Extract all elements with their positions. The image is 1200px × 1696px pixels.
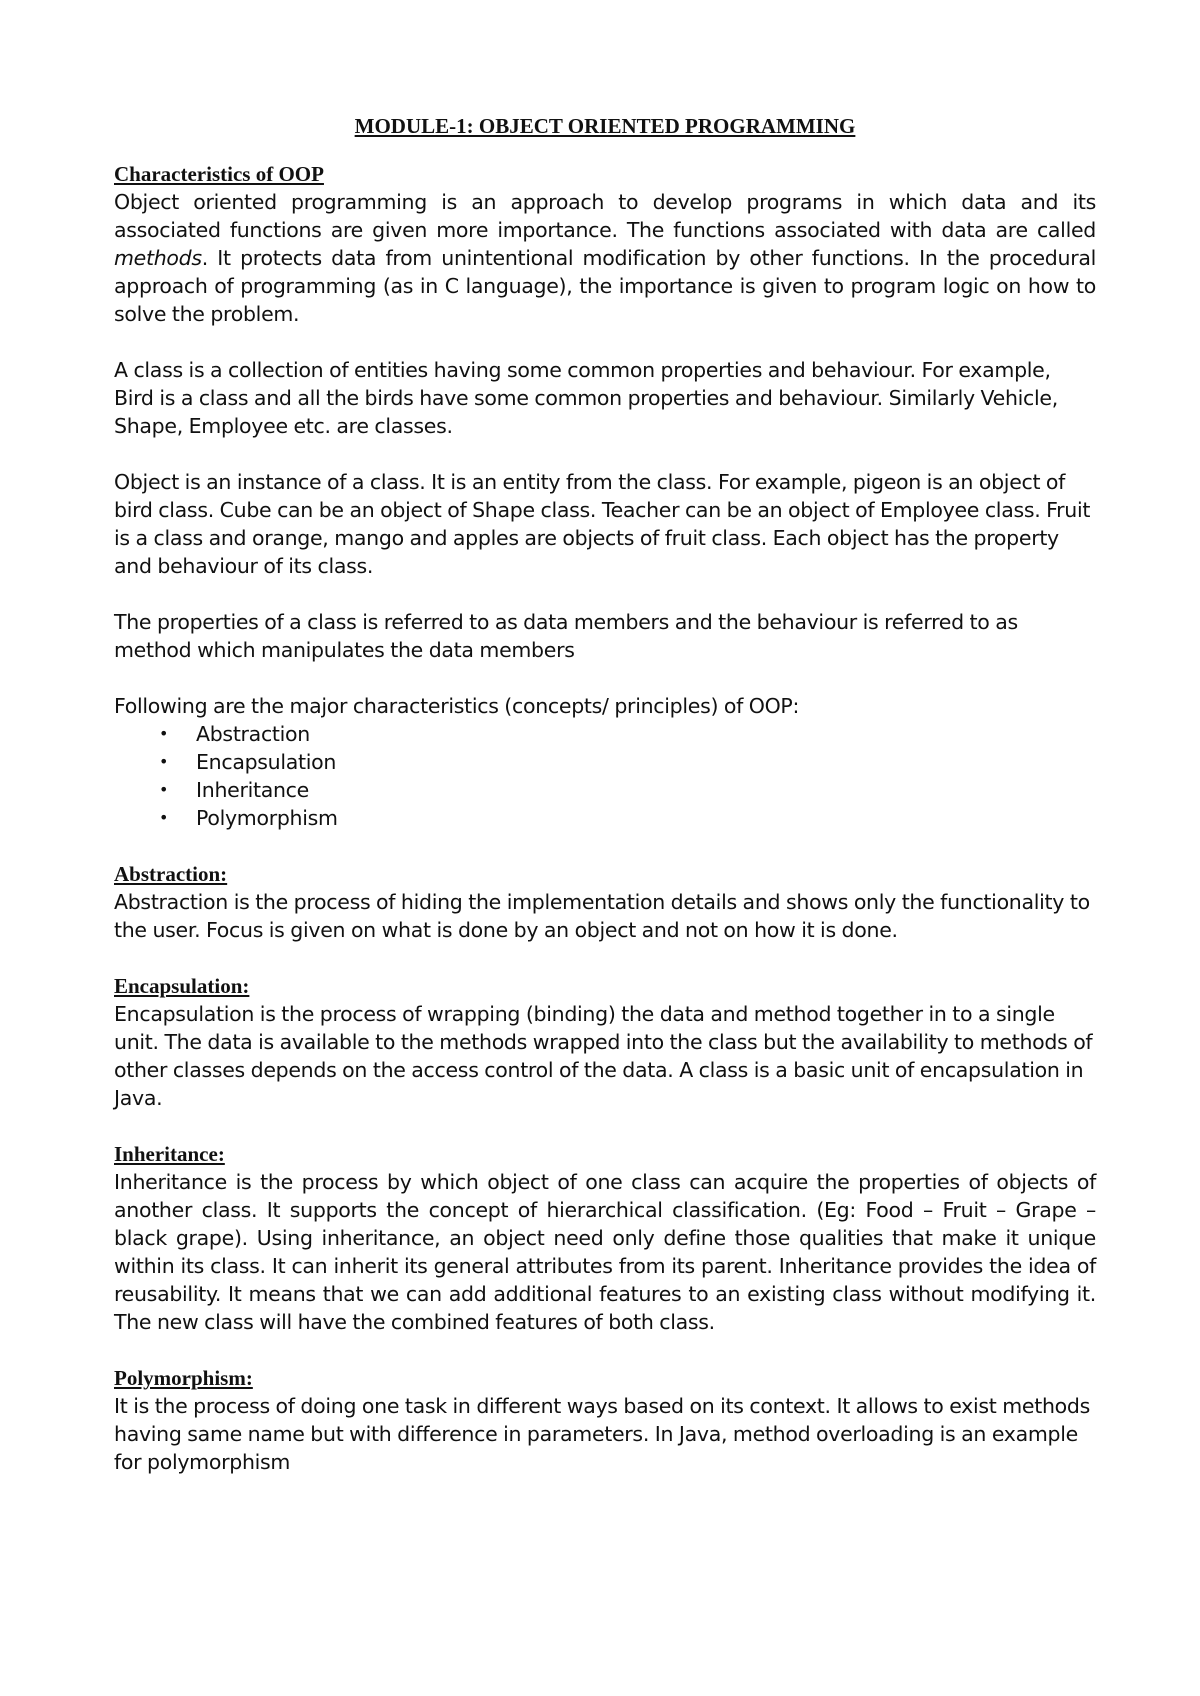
object-paragraph: Object is an instance of a class. It is an entity from the class. For example, pigeon is an object of bird class. Cube can be an object of Shape class. Teacher can be an object of Employee class. Fruit is a class and orange, mango and apples are objects of fruit class. Each object has the property and behaviour of its class. bbox=[114, 470, 1091, 578]
characteristics-heading: Characteristics of OOP bbox=[114, 162, 324, 186]
list-item bbox=[114, 748, 1096, 776]
list-item bbox=[114, 776, 1096, 804]
abstraction-section bbox=[114, 860, 1096, 944]
document-page bbox=[114, 112, 1096, 1504]
bullet-icon: • bbox=[159, 752, 169, 771]
inheritance-section bbox=[114, 1140, 1096, 1336]
bullet-icon: • bbox=[159, 808, 169, 827]
encapsulation-paragraph: Encapsulation is the process of wrapping (binding) the data and method together in to a single unit. The data is available to the methods wrapped into the class but the availability to methods of other classes depends on the access control of the data. A class is a basic unit of encapsulation in Java. bbox=[114, 1002, 1093, 1110]
oop-intro-paragraph bbox=[114, 188, 1096, 328]
list-item-label: Encapsulation bbox=[196, 750, 337, 774]
properties-paragraph: The properties of a class is referred to as data members and the behaviour is referred to as method which manipulates the data members bbox=[114, 610, 1018, 662]
list-item bbox=[114, 720, 1096, 748]
list-item-label: Abstraction bbox=[196, 722, 310, 746]
list-item-label: Polymorphism bbox=[196, 806, 338, 830]
inheritance-paragraph: Inheritance is the process by which object of one class can acquire the properties of objects of another class. It supports the concept of hierarchical classification. (Eg: Food – Fruit – Grape – black grape). Using inheritance, an object need only define those qualities that make it unique within its class. It can inherit its general attributes from its parent. Inheritance provides the idea of reusability. It means that we can add additional features to an existing class without modifying it. The new class will have the combined features of both class. bbox=[114, 1170, 1096, 1334]
list-item bbox=[114, 804, 1096, 832]
list-item-label: Inheritance bbox=[196, 778, 309, 802]
inheritance-heading: Inheritance: bbox=[114, 1142, 225, 1166]
intro-text-end: . It protects data from unintentional modification by other functions. In the procedural approach of programming (as in C language), the importance is given to program logic on how to solve the problem. bbox=[114, 246, 1096, 326]
class-paragraph: A class is a collection of entities having some common properties and behaviour. For example, Bird is a class and all the birds have some common properties and behaviour. Similarly Vehicle, Shape, Employee etc. are classes. bbox=[114, 358, 1058, 438]
characteristics-lead-paragraph: Following are the major characteristics (concepts/ principles) of OOP: bbox=[114, 694, 800, 718]
bullet-icon: • bbox=[159, 780, 169, 799]
encapsulation-heading: Encapsulation: bbox=[114, 974, 250, 998]
polymorphism-section bbox=[114, 1364, 1096, 1476]
bullet-icon: • bbox=[159, 724, 169, 743]
polymorphism-paragraph: It is the process of doing one task in different ways based on its context. It allows to exist methods having same name but with difference in parameters. In Java, method overloading is an example for polymorphism bbox=[114, 1394, 1090, 1474]
encapsulation-section bbox=[114, 972, 1096, 1112]
methods-emphasis: methods bbox=[114, 246, 202, 270]
characteristics-list bbox=[114, 720, 1096, 832]
page-title: MODULE-1: OBJECT ORIENTED PROGRAMMING bbox=[354, 114, 856, 138]
polymorphism-heading: Polymorphism: bbox=[114, 1366, 253, 1390]
abstraction-heading: Abstraction: bbox=[114, 862, 228, 886]
abstraction-paragraph: Abstraction is the process of hiding the implementation details and shows only the functionality to the user. Focus is given on what is done by an object and not on how it is done. bbox=[114, 890, 1090, 942]
intro-text-start: Object oriented programming is an approach to develop programs in which data and its associated functions are given more importance. The functions associated with data are called bbox=[114, 190, 1096, 242]
characteristics-section bbox=[114, 160, 1096, 832]
